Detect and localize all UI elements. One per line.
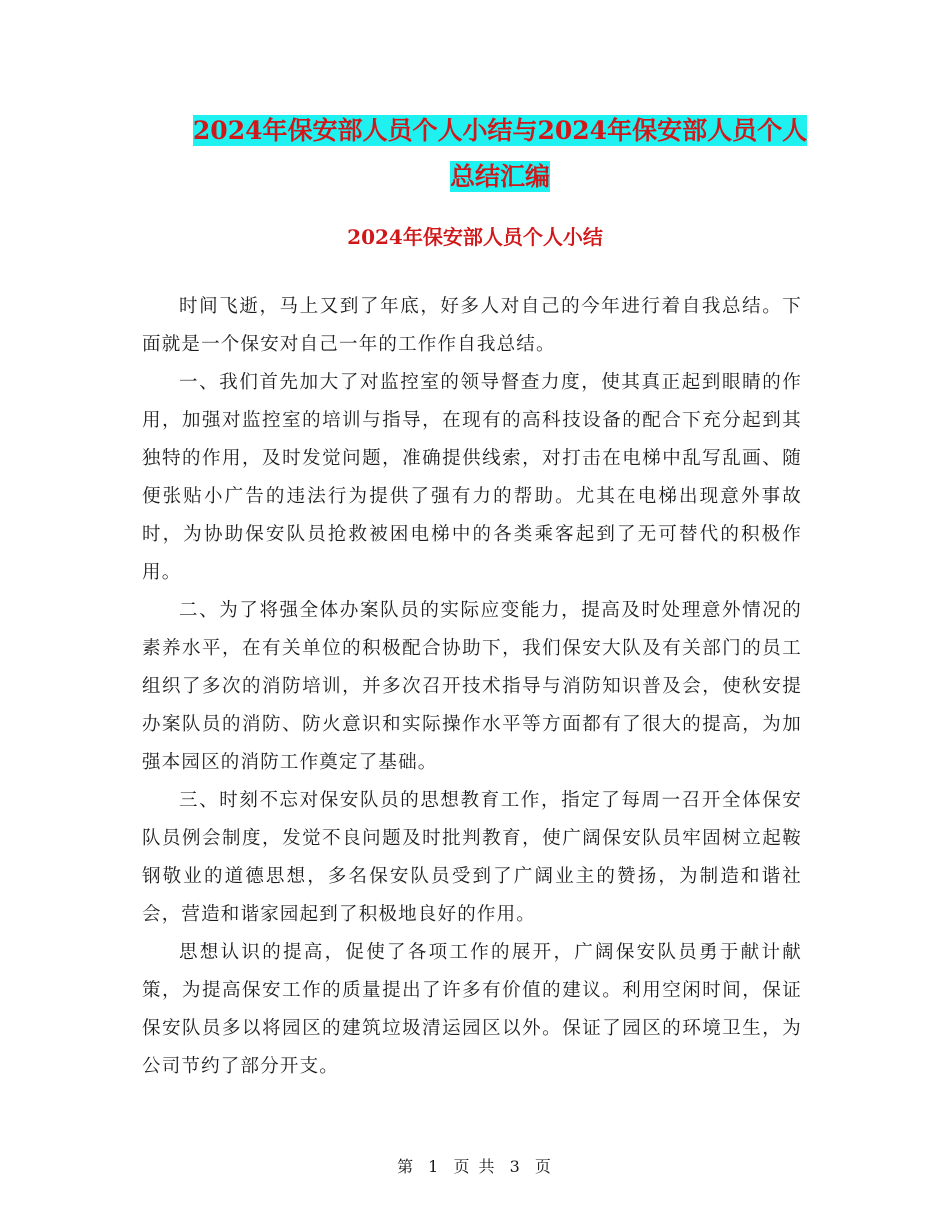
footer-page-number: 1 [428,1157,441,1176]
paragraph-conclusion: 思想认识的提高，促使了各项工作的展开，广阔保安队员勇于献计献策，为提高保安工作的质量提出了许多有价值的建议。利用空闲时间，保证保安队员多以将园区的建筑垃圾清运园区以外。保证了园区的环境卫生，为公司节约了部分开支。 [142,942,802,1077]
document-title-line-2: 总结汇编 [449,162,550,191]
footer-suffix: 页 [534,1157,553,1176]
footer-prefix: 第 [397,1157,416,1176]
paragraph-point-3: 三、时刻不忘对保安队员的思想教育工作，指定了每周一召开全体保安队员例会制度，发觉不良问题及时批判教育，使广阔保安队员牢固树立起鞍钢敬业的道德思想，多名保安队员受到了广阔业主的赞扬，为制造和谐社会，营造和谐家园起到了积极地良好的作用。 [142,790,802,925]
footer-mid: 页 共 [453,1157,497,1176]
document-body [142,288,802,1086]
paragraph-point-1: 一、我们首先加大了对监控室的领导督查力度，使其真正起到眼睛的作用，加强对监控室的培训与指导，在现有的高科技设备的配合下充分起到其独特的作用，及时发觉问题，准确提供线索，对打击在电梯中乱写乱画、随便张贴小广告的违法行为提供了强有力的帮助。尤其在电梯出现意外事故时，为协助保安队员抢救被困电梯中的各类乘客起到了无可替代的积极作用。 [142,372,802,583]
footer-total-pages: 3 [509,1157,522,1176]
paragraph-point-2: 二、为了将强全体办案队员的实际应变能力，提高及时处理意外情况的素养水平，在有关单位的积极配合协助下，我们保安大队及有关部门的员工组织了多次的消防培训，并多次召开技术指导与消防知识普及会，使秋安提办案队员的消防、防火意识和实际操作水平等方面都有了很大的提高，为加强本园区的消防工作奠定了基础。 [142,600,802,773]
document-title-line-1: 2024年保安部人员个人小结与2024年保安部人员个人 [192,116,808,145]
section-heading: 2024年保安部人员个人小结 [347,225,603,249]
document-title [120,108,880,200]
page-footer [0,1154,950,1177]
paragraph-intro: 时间飞逝，马上又到了年底，好多人对自己的今年进行着自我总结。下面就是一个保安对自己一年的工作作自我总结。 [142,296,802,355]
